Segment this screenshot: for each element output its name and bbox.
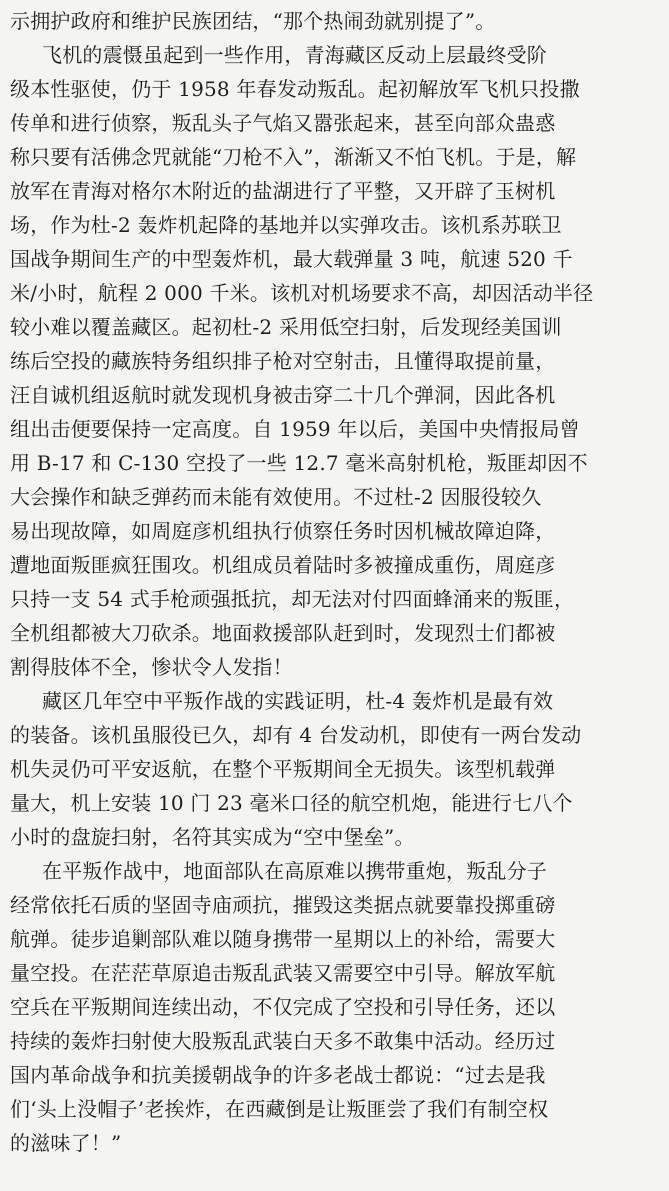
text-line-25: 小时的盘旋扫射，名符其实成为“空中堡垒”。 xyxy=(10,825,415,849)
text-line-13: 组出击便要保持一定高度。自 1959 年以后，美国中央情报局曾 xyxy=(10,417,580,441)
text-line-8: 国战争期间生产的中型轰炸机，最大载弹量 3 吨，航速 520 千 xyxy=(10,247,573,271)
text-line-31: 持续的轰炸扫射使大股叛乱武装白天多不敢集中活动。经历过 xyxy=(10,1029,556,1053)
text-line-16: 易出现故障，如周庭彦机组执行侦察任务时因机械故障迫降， xyxy=(10,519,556,543)
text-line-19: 全机组都被大刀砍杀。地面救援部队赶到时，发现烈士们都被 xyxy=(10,621,556,645)
text-line-29: 量空投。在茫茫草原追击叛乱武装又需要空中引导。解放军航 xyxy=(10,961,556,985)
text-line-15: 大会操作和缺乏弹药而未能有效使用。不过杜-2 因服役较久 xyxy=(10,485,542,509)
text-line-21: 藏区几年空中平叛作战的实践证明，杜-4 轰炸机是最有效 xyxy=(42,689,554,713)
text-line-33: 们‘头上没帽子’老挨炸，在西藏倒是让叛匪尝了我们有制空权 xyxy=(10,1097,549,1121)
text-line-18: 只持一支 54 式手枪顽强抵抗，却无法对付四面蜂涌来的叛匪， xyxy=(10,587,575,611)
text-line-12: 汪自诚机组返航时就发现机身被击穿二十几个弹洞，因此各机 xyxy=(10,383,556,407)
text-line-30: 空兵在平叛期间连续出动，不仅完成了空投和引导任务，还以 xyxy=(10,995,556,1019)
text-line-22: 的装备。该机虽服役已久，却有 4 台发动机，即使有一两台发动 xyxy=(10,723,582,747)
text-line-17: 遭地面叛匪疯狂围攻。机组成员着陆时多被撞成重伤，周庭彦 xyxy=(10,553,556,577)
text-line-9: 米/小时，航程 2 000 千米。该机对机场要求不高，却因活动半径 xyxy=(10,281,594,305)
text-line-6: 放军在青海对格尔木附近的盐湖进行了平整，又开辟了玉树机 xyxy=(10,179,556,203)
text-line-14: 用 B-17 和 C-130 空投了一些 12.7 毫米高射机枪，叛匪却因不 xyxy=(10,451,588,475)
text-line-23: 机失灵仍可平安返航，在整个平叛期间全无损失。该型机载弹 xyxy=(10,757,556,781)
text-line-5: 称只要有活佛念咒就能“刀枪不入”，渐渐又不怕飞机。于是，解 xyxy=(10,145,577,169)
text-line-34: 的滋味了！” xyxy=(10,1131,122,1155)
text-line-20: 割得肢体不全，惨状令人发指！ xyxy=(10,655,293,679)
text-line-28: 航弹。徒步追剿部队难以随身携带一星期以上的补给，需要大 xyxy=(10,927,556,951)
text-line-4: 传单和进行侦察，叛乱头子气焰又嚣张起来，甚至向部众蛊惑 xyxy=(10,111,556,135)
text-line-32: 国内革命战争和抗美援朝战争的许多老战士都说：“过去是我 xyxy=(10,1063,546,1087)
text-line-7: 场，作为杜-2 轰炸机起降的基地并以实弹攻击。该机系苏联卫 xyxy=(10,213,562,237)
text-line-26: 在平叛作战中，地面部队在高原难以携带重炮，叛乱分子 xyxy=(42,859,547,883)
text-line-3: 级本性驱使，仍于 1958 年春发动叛乱。起初解放军飞机只投撒 xyxy=(10,77,580,101)
text-line-10: 较小难以覆盖藏区。起初杜-2 采用低空扫射，后发现经美国训 xyxy=(10,315,562,339)
text-line-2: 飞机的震慑虽起到一些作用，青海藏区反动上层最终受阶 xyxy=(42,43,547,67)
text-line-24: 量大，机上安装 10 门 23 毫米口径的航空机炮，能进行七八个 xyxy=(10,791,573,815)
text-line-27: 经常依托石质的坚固寺庙顽抗，摧毁这类据点就要靠投掷重磅 xyxy=(10,893,556,917)
text-line-11: 练后空投的藏族特务组织排子枪对空射击，且懂得取提前量， xyxy=(10,349,556,373)
text-line-1: 示拥护政府和维护民族团结，“那个热闹劲就别提了”。 xyxy=(10,9,496,33)
